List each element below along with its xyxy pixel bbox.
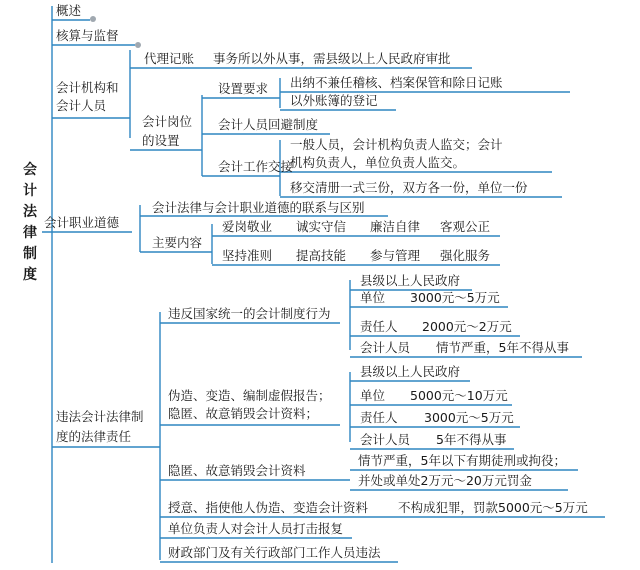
forgery-staff-note: 5年不得从事 — [436, 432, 507, 447]
forgery-unit: 单位 — [360, 388, 386, 403]
ethics-item: 参与管理 — [370, 248, 421, 263]
node-positions-line1[interactable]: 会计岗位 — [142, 114, 193, 129]
ethics-item: 客观公正 — [440, 219, 491, 234]
ethics-item: 坚持准则 — [222, 248, 273, 263]
node-positions-line2[interactable]: 的设置 — [142, 133, 180, 148]
ethics-item: 提高技能 — [296, 248, 347, 263]
ethics-item: 廉洁自律 — [370, 219, 421, 234]
violation-staff-note: 情节严重，5年不得从事 — [436, 340, 569, 355]
violation-unit: 单位 — [360, 290, 386, 305]
node-agency-label[interactable]: 代理记账 — [144, 51, 195, 66]
forgery-person-fine: 3000元～5万元 — [424, 410, 514, 425]
node-liability-line2[interactable]: 度的法律责任 — [56, 429, 132, 444]
node-retaliation[interactable]: 单位负责人对会计人员打击报复 — [168, 521, 344, 536]
node-handover-label[interactable]: 会计工作交接 — [218, 159, 294, 174]
instigate-note: 不构成犯罪，罚款5000元～5万元 — [398, 500, 588, 515]
ethics-item: 爱岗敬业 — [222, 219, 273, 234]
node-overview[interactable]: 概述 — [56, 3, 82, 18]
node-dot — [135, 42, 141, 48]
violation-person: 责任人 — [360, 319, 398, 334]
node-setup-line2: 以外账簿的登记 — [290, 93, 378, 108]
conceal-line1: 情节严重，5年以下有期徒刑或拘役； — [358, 453, 566, 468]
node-agency-text: 事务所以外从事，需县级以上人民政府审批 — [213, 51, 451, 66]
node-handover-line1: 一般人员，会计机构负责人监交；会计 — [290, 137, 503, 152]
forgery-person: 责任人 — [360, 410, 398, 425]
node-setup-label[interactable]: 设置要求 — [218, 81, 269, 96]
node-handover-line3: 移交清册一式三份，双方各一份，单位一份 — [290, 180, 528, 195]
violation-unit-fine: 3000元～5万元 — [410, 290, 500, 305]
node-forgery-line1[interactable]: 伪造、变造、编制虚假报告； — [168, 388, 331, 403]
node-officials[interactable]: 财政部门及有关行政部门工作人员违法 — [168, 545, 381, 560]
node-liability-line1[interactable]: 违法会计法律制 — [56, 409, 144, 424]
violation-authority: 县级以上人民政府 — [360, 273, 461, 288]
node-ethics-relation[interactable]: 会计法律与会计职业道德的联系与区别 — [152, 200, 365, 215]
node-ethics[interactable]: 会计职业道德 — [44, 215, 120, 230]
node-dot — [90, 16, 96, 22]
node-ethics-main[interactable]: 主要内容 — [152, 235, 203, 250]
node-accounting-supervision[interactable]: 核算与监督 — [56, 28, 119, 43]
node-avoidance[interactable]: 会计人员回避制度 — [218, 117, 319, 132]
conceal-line2: 并处或单处2万元～20万元罚金 — [358, 473, 532, 488]
forgery-unit-fine: 5000元～10万元 — [410, 388, 508, 403]
violation-person-fine: 2000元～2万元 — [422, 319, 512, 334]
ethics-item: 诚实守信 — [296, 219, 347, 234]
node-org-line2[interactable]: 会计人员 — [56, 98, 107, 113]
node-handover-line2: 机构负责人，单位负责人监交。 — [290, 155, 466, 170]
ethics-item: 强化服务 — [440, 248, 491, 263]
forgery-staff: 会计人员 — [360, 432, 411, 447]
node-forgery-line2[interactable]: 隐匿、故意销毁会计资料； — [168, 406, 319, 421]
forgery-authority: 县级以上人民政府 — [360, 364, 461, 379]
node-conceal[interactable]: 隐匿、故意销毁会计资料 — [168, 463, 306, 478]
node-org-line1[interactable]: 会计机构和 — [56, 80, 119, 95]
node-setup-line1: 出纳不兼任稽核、档案保管和除日记账 — [290, 75, 503, 90]
root-title: 会 计 法 律 制 度 — [23, 162, 37, 283]
violation-staff: 会计人员 — [360, 340, 411, 355]
node-violation[interactable]: 违反国家统一的会计制度行为 — [168, 306, 331, 321]
node-instigate[interactable]: 授意、指使他人伪造、变造会计资料 — [168, 500, 369, 515]
